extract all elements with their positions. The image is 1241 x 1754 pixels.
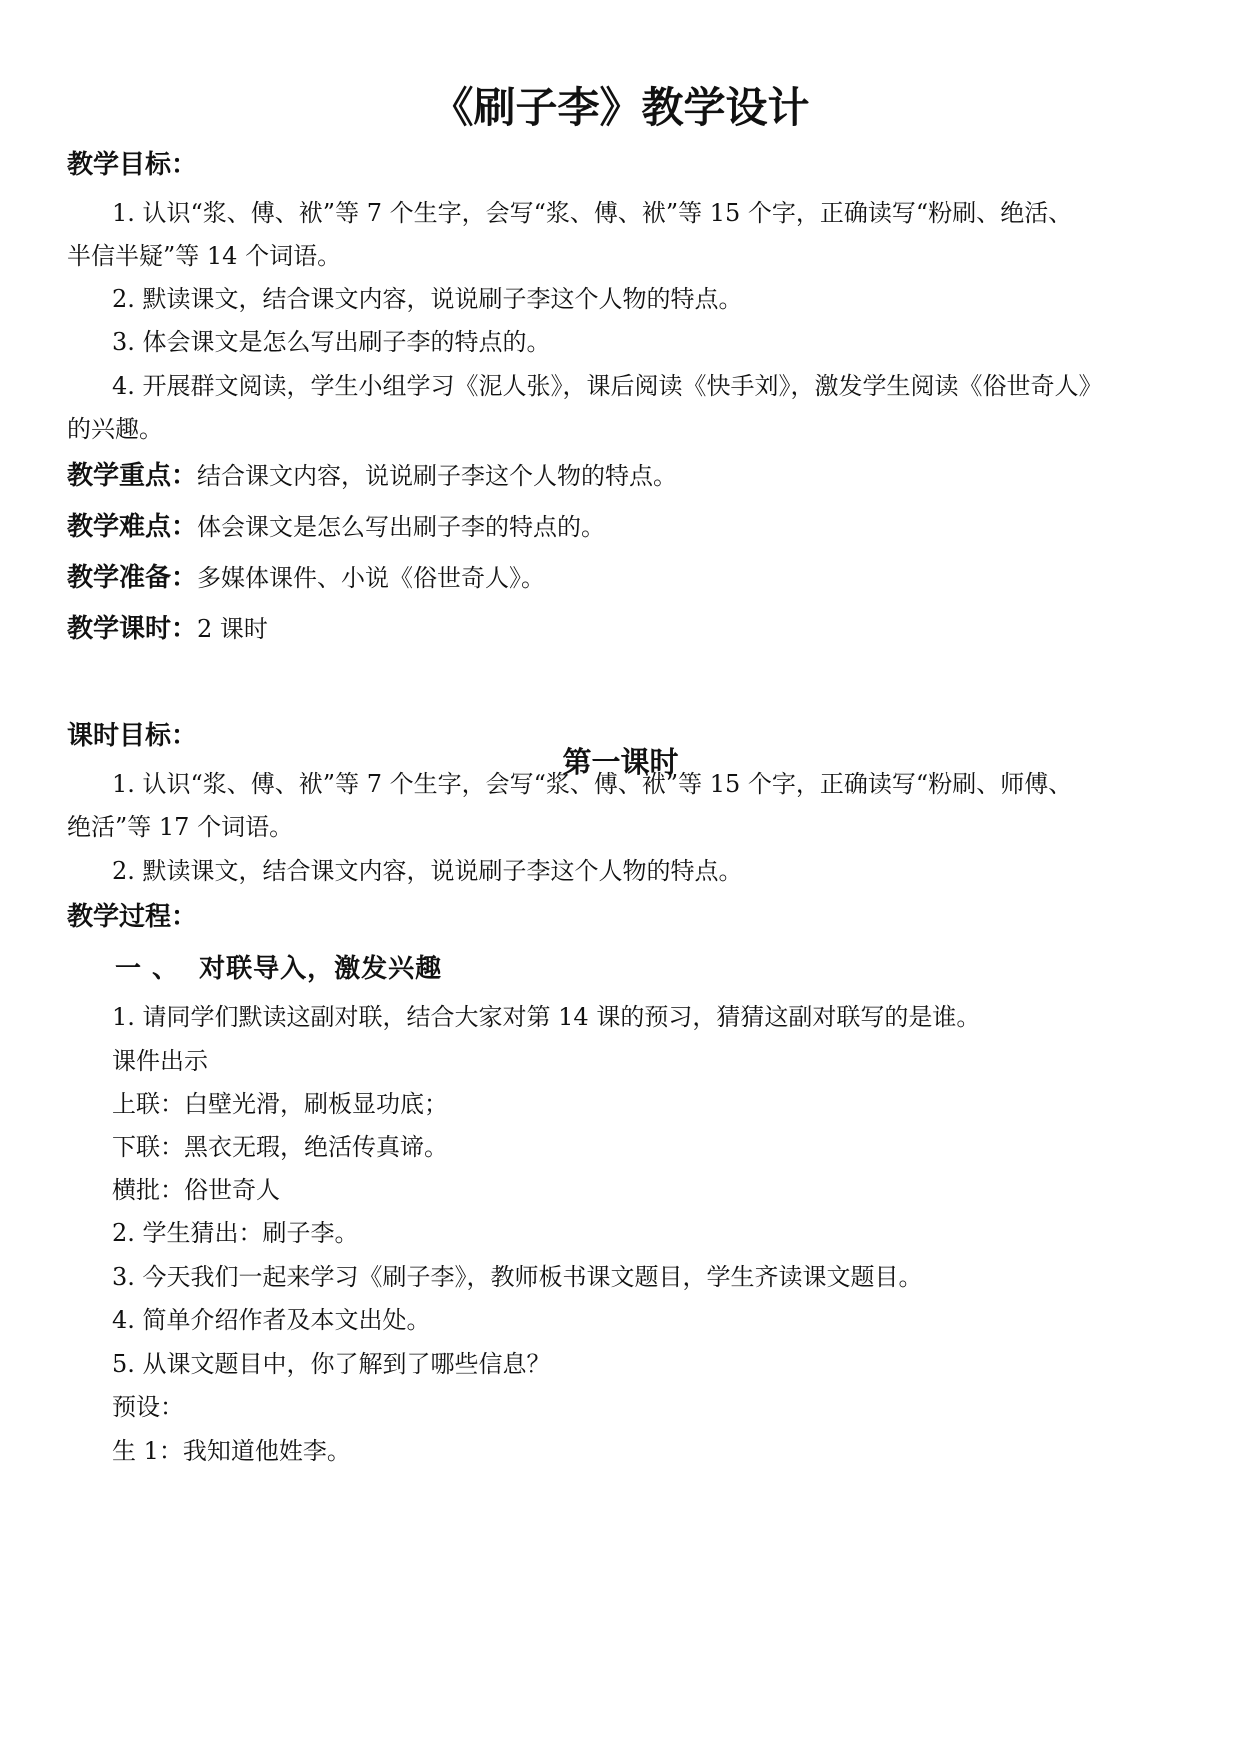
lesson-goal-2: 2. 默读课文，结合课文内容，说说刷子李这个人物的特点。: [112, 857, 743, 885]
step-1-item-3: 3. 今天我们一起来学习《刷子李》，教师板书课文题目，学生齐读课文题目。: [112, 1263, 923, 1291]
lesson-goal-1-line-1: 1. 认识“浆、傅、袱”等 7 个生字，会写“浆、傅、袱”等 15 个字，正确读写“粉刷、师傅、: [112, 770, 1073, 798]
objective-4-line-1: 4. 开展群文阅读，学生小组学习《泥人张》，课后阅读《快手刘》，激发学生阅读《俗世奇人》: [112, 372, 1103, 400]
couplet-upper: 上联：白壁光滑，刷板显功底；: [112, 1090, 448, 1118]
difficulty-row: [67, 510, 605, 544]
lesson-goal-1-line-2: 绝活”等 17 个词语。: [67, 813, 294, 841]
difficulty-text: 体会课文是怎么写出刷子李的特点的。: [197, 513, 606, 541]
step-1-item-2: 2. 学生猜出：刷子李。: [112, 1219, 359, 1247]
periods-label: 教学课时：: [67, 614, 198, 644]
difficulty-label: 教学难点：: [67, 512, 198, 542]
step-1-heading: 一 、 对联导入，激发兴趣: [115, 954, 443, 984]
objective-4-line-2: 的兴趣。: [67, 415, 163, 443]
couplet-lower: 下联：黑衣无瑕，绝活传真谛。: [112, 1133, 448, 1161]
objective-3: 3. 体会课文是怎么写出刷子李的特点的。: [112, 328, 551, 356]
key-point-row: [67, 459, 677, 493]
periods-row: [67, 612, 268, 646]
objective-1-line-2: 半信半疑”等 14 个词语。: [67, 242, 342, 270]
lesson-goal-heading: 课时目标：: [67, 721, 198, 751]
objectives-heading: 教学目标：: [67, 150, 198, 180]
step-1-item-5: 5. 从课文题目中，你了解到了哪些信息？: [112, 1350, 551, 1378]
key-point-text: 结合课文内容，说说刷子李这个人物的特点。: [197, 462, 678, 490]
objective-2: 2. 默读课文，结合课文内容，说说刷子李这个人物的特点。: [112, 285, 743, 313]
student-answer-1: 生 1：我知道他姓李。: [112, 1437, 351, 1465]
preparation-text: 多媒体课件、小说《俗世奇人》。: [197, 564, 546, 592]
preset-label: 预设：: [112, 1393, 184, 1421]
preparation-label: 教学准备：: [67, 563, 198, 593]
key-point-label: 教学重点：: [67, 461, 198, 491]
couplet-horizontal: 横批：俗世奇人: [112, 1176, 280, 1204]
document-title: 《刷子李》教学设计: [431, 83, 810, 132]
step-1-item-4: 4. 简单介绍作者及本文出处。: [112, 1306, 431, 1334]
objective-1-line-1: 1. 认识“浆、傅、袱”等 7 个生字，会写“浆、傅、袱”等 15 个字，正确读写“粉刷、绝活、: [112, 199, 1073, 227]
courseware-label: 课件出示: [112, 1047, 208, 1075]
step-1-item-1: 1. 请同学们默读这副对联，结合大家对第 14 课的预习，猜猜这副对联写的是谁。: [112, 1003, 981, 1031]
lesson-1-title: 第一课时: [562, 745, 679, 779]
periods-text: 2 课时: [197, 615, 268, 643]
preparation-row: [67, 561, 545, 595]
process-heading: 教学过程：: [67, 902, 198, 932]
